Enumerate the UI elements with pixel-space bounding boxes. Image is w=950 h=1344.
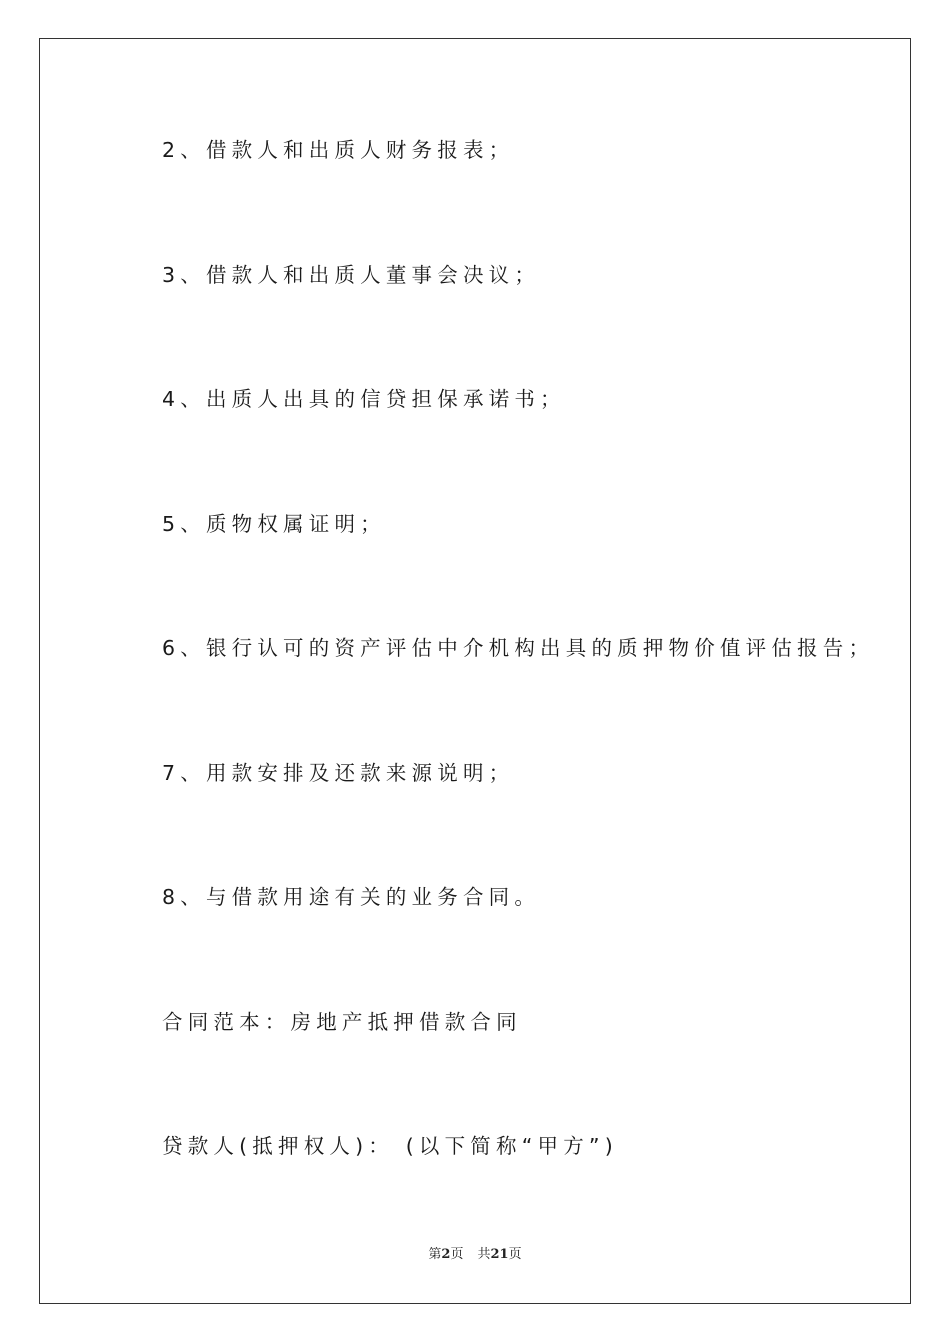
footer-page-total: 21: [490, 1247, 509, 1262]
footer-page-prefix: 第: [428, 1247, 442, 1262]
footer-page-unit: 页: [450, 1247, 464, 1262]
list-item-guarantee-letter: 4、出质人出具的信贷担保承诺书；: [162, 387, 566, 411]
list-item-valuation-report: 6、银行认可的资产评估中介机构出具的质押物价值评估报告；: [162, 636, 875, 660]
page-footer: [0, 1245, 950, 1265]
list-item-ownership-proof: 5、质物权属证明；: [162, 512, 386, 536]
list-item-business-contracts: 8、与借款用途有关的业务合同。: [162, 885, 541, 909]
list-item-board-resolution: 3、借款人和出质人董事会决议；: [162, 263, 541, 287]
page-border: [39, 38, 911, 1304]
lender-party-line: 贷款人(抵押权人)： (以下简称“甲方”): [162, 1134, 618, 1158]
footer-total-unit: 页: [508, 1247, 522, 1262]
list-item-financial-statements: 2、借款人和出质人财务报表；: [162, 138, 515, 162]
footer-total-prefix: 共: [477, 1247, 491, 1262]
section-title-contract-template: 合同范本：房地产抵押借款合同: [162, 1010, 522, 1034]
footer-page-current: 2: [441, 1247, 451, 1262]
list-item-repayment-plan: 7、用款安排及还款来源说明；: [162, 761, 515, 785]
